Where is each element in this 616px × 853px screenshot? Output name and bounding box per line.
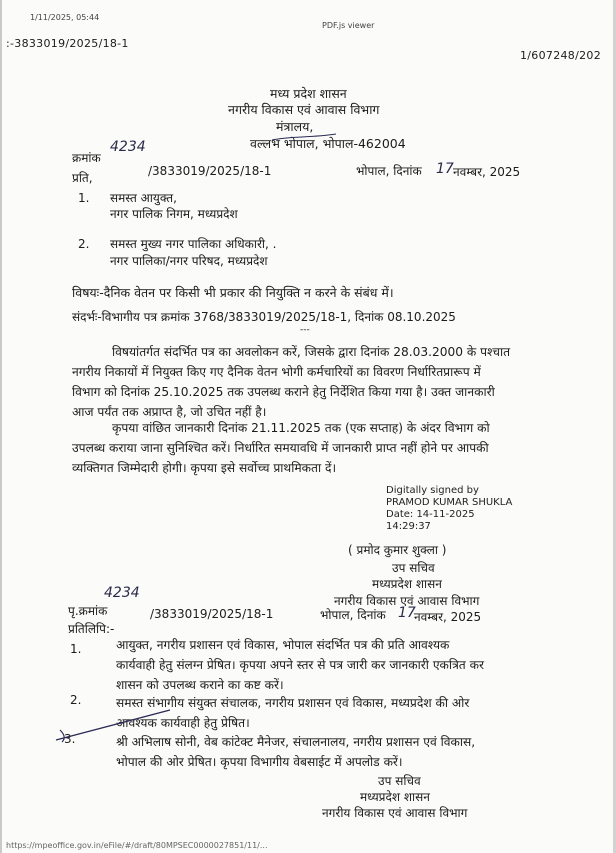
signature-line: Digitally signed by (386, 485, 479, 496)
copy-item-number: 3. (64, 732, 76, 746)
copy-item-number: 1. (70, 642, 82, 656)
endorsement-number-handwritten: 4234 (104, 585, 140, 601)
letterhead-dept: नगरीय विकास एवं आवास विभाग (228, 102, 380, 117)
letterhead-govt: मध्य प्रदेश शासन (270, 86, 347, 101)
copy-item-line: शासन को उपलब्ध कराने का कष्ट करें। (116, 678, 284, 692)
letter-date-rest: नवम्बर, 2025 (453, 165, 521, 179)
letter-number-handwritten: 4234 (110, 139, 146, 155)
endorsement-date-handwritten: 17 (398, 605, 416, 621)
closing-dept: नगरीय विकास एवं आवास विभाग (322, 806, 468, 820)
recipient-line: समस्त मुख्य नगर पालिका अधिकारी, . (110, 237, 277, 251)
closing-govt: मध्यप्रदेश शासन (360, 790, 430, 804)
letterhead-ministry: मंत्रालय, (276, 119, 314, 134)
letter-number: /3833019/2025/18-1 (148, 164, 272, 178)
letter-date-place: भोपाल, दिनांक (356, 164, 422, 178)
signatory-govt: मध्यप्रदेश शासन (372, 577, 442, 591)
handwritten-underline (270, 119, 340, 144)
to-label: प्रति, (72, 171, 93, 185)
copy-item-line: भोपाल की ओर प्रेषित। कृपया विभागीय वेबसाईट में अपलोड करें। (116, 755, 403, 769)
recipient-line: नगर पालिका/नगर परिषद, मध्यप्रदेश (110, 254, 268, 268)
print-timestamp: 1/11/2025, 05:44 (30, 13, 100, 22)
copy-item-1 (116, 635, 484, 695)
copy-item-line: आयुक्त, नगरीय प्रशासन एवं विकास, भोपाल संदर्भित पत्र की प्रति आवश्यक (116, 638, 450, 652)
letterhead-address: वल्लभ भोपाल, भोपाल-462004 (250, 136, 406, 151)
closing-designation: उप सचिव (378, 774, 421, 788)
file-ref-right: 1/607248/202 (520, 49, 601, 62)
letter-date-handwritten: 17 (436, 161, 454, 177)
recipient-line: समस्त आयुक्त, (110, 191, 177, 205)
recipient-number: 1. (78, 191, 90, 205)
endorsement-date-rest: नवम्बर, 2025 (414, 610, 482, 624)
body-paragraph-1 (72, 342, 510, 422)
letter-reference: संदर्भः-विभागीय पत्र क्रमांक 3768/3833019/2025/18-1, दिनांक 08.10.2025 (72, 310, 456, 324)
signatory-designation: उप सचिव (392, 561, 435, 575)
paragraph-line: कृपया वांछित जानकारी दिनांक 21.11.2025 तक (एक सप्ताह) के अंदर विभाग को (112, 421, 490, 435)
paragraph-line: आज पर्यंत तक अप्राप्त है, जो उचित नहीं है। (72, 405, 267, 419)
signatory-name: ( प्रमोद कुमार शुक्ला ) (348, 543, 447, 557)
recipient-line: नगर पालिक निगम, मध्यप्रदेश (110, 207, 238, 221)
endorsement-number-label: पृ.क्रमांक (68, 604, 108, 618)
copy-item-number: 2. (70, 693, 82, 707)
copy-label: प्रतिलिपि:- (68, 622, 115, 636)
paragraph-line: नगरीय निकायों में नियुक्त किए गए दैनिक वेतन भोगी कर्मचारियों का विवरण निर्धारितप्रारूप में (72, 365, 481, 379)
copy-item-line: कार्यवाही हेतु संलग्न प्रेषित। कृपया अपने स्तर से पत्र जारी कर जानकारी एकत्रित कर (116, 658, 484, 672)
endorsement-number: /3833019/2025/18-1 (150, 607, 274, 621)
paragraph-line: उपलब्ध कराया जाना सुनिश्चित करें। निर्धारित समयावधि में जानकारी प्राप्त नहीं होने पर आपकी (72, 441, 489, 455)
copy-item-line: आवश्यक कार्यवाही हेतु प्रेषित। (116, 716, 250, 730)
signatory-dept: नगरीय विकास एवं आवास विभाग (334, 594, 480, 608)
letter-subject: विषयः-दैनिक वेतन पर किसी भी प्रकार की नियुक्ति न करने के संबंध में। (72, 285, 394, 300)
recipient-number: 2. (78, 237, 90, 251)
paragraph-line: व्यक्तिगत जिम्मेदारी होगी। कृपया इसे सर्वोच्च प्राथमिकता दें। (72, 461, 337, 475)
signature-line: Date: 14-11-2025 (386, 509, 475, 520)
paragraph-line: विषयांतर्गत संदर्भित पत्र का अवलोकन करें, जिसके द्वारा दिनांक 28.03.2000 के पश्चात (112, 345, 511, 359)
file-ref-left: :-3833019/2025/18-1 (6, 37, 129, 50)
endorsement-date-place: भोपाल, दिनांक (320, 608, 386, 622)
copy-item-line: समस्त संभागीय संयुक्त संचालक, नगरीय प्रशासन एवं विकास, मध्यप्रदेश की ओर (116, 696, 470, 710)
handwritten-pen-stroke (50, 700, 190, 750)
signature-line: PRAMOD KUMAR SHUKLA (386, 497, 513, 508)
letter-number-label: क्रमांक (72, 151, 101, 165)
copy-item-line: श्री अभिलाष सोनी, वेब कांटेक्ट मैनेजर, संचालनालय, नगरीय प्रशासन एवं विकास, (116, 735, 476, 749)
signature-line: 14:29:37 (386, 521, 431, 532)
separator: --- (300, 325, 310, 335)
viewer-title: PDF.js viewer (322, 21, 375, 30)
print-footer-url: https://mpeoffice.gov.in/eFile/#/draft/80MPSEC0000027851/11/... (6, 842, 268, 850)
paragraph-line: विभाग को दिनांक 25.10.2025 तक उपलब्ध कराने हेतु निर्देशित किया गया है। उक्त जानकारी (72, 385, 495, 399)
body-paragraph-2 (72, 418, 490, 478)
page-edge-left (0, 0, 2, 853)
